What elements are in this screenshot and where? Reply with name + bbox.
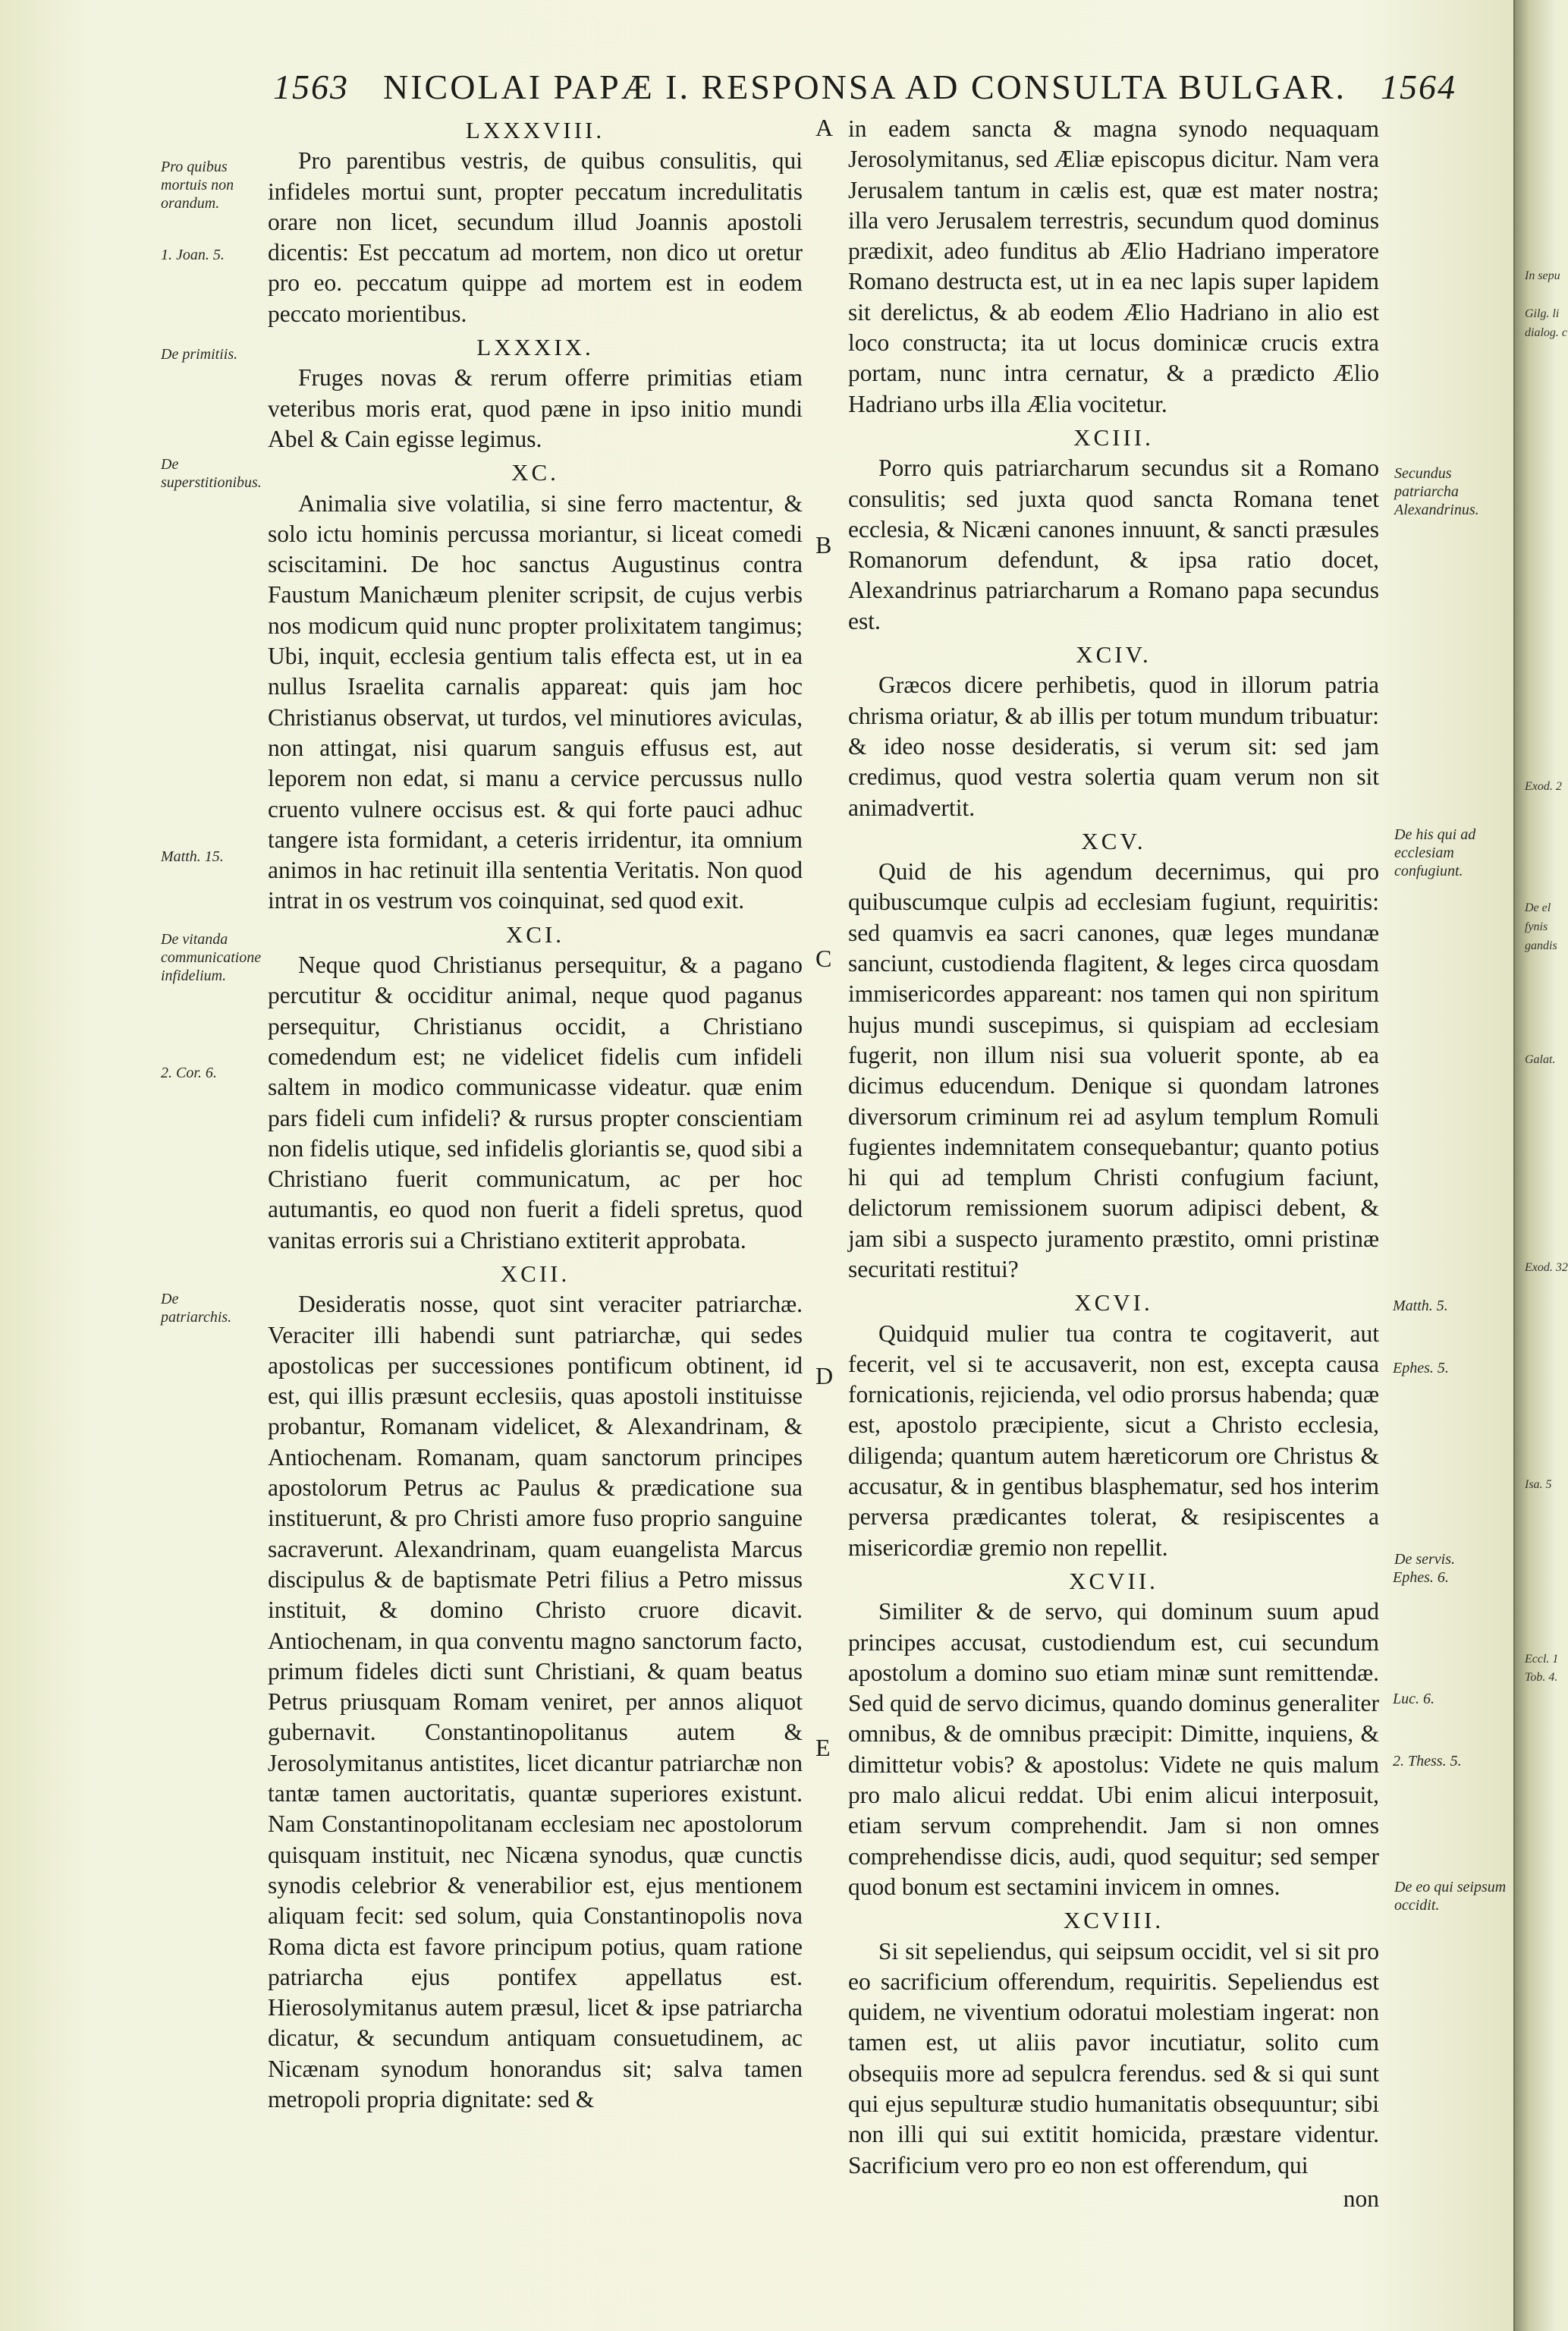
chapter-paragraph: Animalia sive volatilia, si sine ferro mactentur, & solo ictu hominis percussa moriantur, si liceat comedi sciscitamini. De hoc sanctus Augustinus contra Faustum Manichæum pleniter scripsit, de cujus verbis nos modicum quid nunc propter prolixitatem tangimus; Ubi, inquit, ecclesia gentium talis effecta est, ut in ea nullus Israelita carnalis appareat: quis jam hoc Christianus observat, ut turdos, vel minutiores aviculas, non attingat, nisi quarum sanguis effusus est, aut leporem non edat, si manu a cervice percussus nullo cruento vulnere occisus est. & qui forte pauci adhuc tangere ista formidant, a ceteris irridentur, ita omnium animos in hac retinuit illa sententia Veritatis. Non quod intrat in os vestrum vos coinquinat, sed quod exit. [268, 489, 803, 914]
chapter-paragraph: Si sit sepeliendus, qui seipsum occidit, vel si sit pro eo sacrificium offerendum, requiritis. Sepeliendus est quidem, ne viventium odoratui molestiam ingerat: non tamen est, ut aliis pavor incutiatur, solito cum obsequiis more ad sepulcra ferendus. sed & si qui sunt qui ejus sepulturæ studio humanitatis obsequuntur; sibi non illi qui sui extitit homicida, præstare videntur. Sacrificium vero pro eo non est offerendum, qui [848, 1937, 1379, 2178]
margin-note-de-superstitionibus: De superstitionibus. [161, 456, 262, 491]
margin-ref-matth15: Matth. 15. [161, 848, 224, 865]
chapter-paragraph: Fruges novas & rerum offerre primitias etiam veteribus moris erat, quod pæne in ipso initio mundi Abel & Cain egisse legimus. [268, 364, 803, 452]
section-letter-b: B [815, 531, 832, 558]
margin-ref-ephes5: Ephes. 5. [1393, 1360, 1449, 1376]
chapter-number: LXXXVIII. [465, 117, 605, 143]
adjacent-fragment: Isa. 5 [1525, 1478, 1552, 1491]
section-letter-e: E [815, 1734, 831, 1761]
running-title: NICOLAI PAPÆ I. RESPONSA AD CONSULTA BULGAR. [382, 68, 1347, 106]
adjacent-fragment: dialog. c [1525, 326, 1567, 339]
chapter-number: XCI. [505, 920, 565, 948]
chapter-number: XCVII. [1069, 1567, 1158, 1594]
margin-note-pro-quibus: Pro quibus mortuis non orandum. [161, 159, 234, 212]
margin-ref-luc6: Luc. 6. [1393, 1691, 1434, 1707]
adjacent-fragment: Galat. [1525, 1053, 1556, 1066]
chapter-number: XCIV. [1076, 641, 1152, 668]
chapter-paragraph: Pro parentibus vestris, de quibus consulitis, qui infideles mortui sunt, propter peccatum incredulitatis orare non licet, secundum illud Joannis apostoli dicentis: Est peccatum ad mortem, non dico ut oretur pro eo. peccatum quippe ad mortem est in eodem peccato morientibus. [268, 147, 803, 327]
chapter-number: XCV. [1081, 827, 1146, 854]
chapter-paragraph: Desideratis nosse, quot sint veraciter patriarchæ. Veraciter illi habendi sunt patriarchæ, qui sedes apostolicas per successiones pontificum obtinent, id est, qui illis præsunt ecclesiis, quas apostoli instituisse probantur, Romanam videlicet, & Alexandrinam, & Antiochenam. Romanam, quam sanctorum principes apostolorum Petrus ac Paulus & prædicatione sua instituerunt, & pro Christi amore fuso proprio sanguine sacraverunt. Alexandrinam, quam euangelista Marcus discipulus & de baptismate Petri filius a Petro missus instituit, & domino Christo cruore dicavit. Antiochenam, in qua conventu magno sanctorum facto, primum fideles dicti sunt Christiani, & quam beatus Petrus priusquam Romam veniret, per annos aliquot gubernavit. Constantinopolitanus autem & Jerosolymitanus antistites, licet dicantur patriarchæ non tantæ tamen auctoritatis, quantæ superiores existunt. Nam Constantinopolitanam ecclesiam nec apostolorum quisquam instituit, nec Nicæna synodus, quæ cunctis synodis celebrior & venerabilior est, ejus mentionem aliquam fecit: sed solum, quia Constantinopolis nova Roma dicta est favore principum potius, quam ratione patriarcha ejus pontifex appellatus est. Hierosolymitanus autem præsul, licet & ipse patriarcha dicatur, & secundum antiquam consuetudinem, ac Nicænam synodum honorandus sit; salva tamen metropoli propria dignitate: sed & [268, 1291, 803, 2112]
margin-note-de-patriarchis: De patriarchis. [161, 1291, 232, 1326]
adjacent-fragment: In sepu [1525, 269, 1560, 282]
chapter-number: XCVIII. [1063, 1907, 1164, 1934]
adjacent-fragment: Tob. 4. [1525, 1671, 1558, 1684]
adjacent-fragment: gandis [1525, 939, 1557, 952]
adjacent-fragment: Gilg. li [1525, 307, 1560, 320]
section-letter-a: A [815, 114, 834, 141]
margin-ref-thess5: 2. Thess. 5. [1393, 1753, 1462, 1769]
running-head [273, 67, 1456, 112]
margin-ref-matth5: Matth. 5. [1393, 1298, 1448, 1314]
chapter-paragraph: Similiter & de servo, qui dominum suum apud principes accusat, custodiendum est, cui secundum apostolum a domino suo etiam minæ sunt remittendæ. Sed quid de servo dicimus, quando dominus generaliter omnibus, & de omnibus præcipit: Dimitte, inquiens, & dimittetur vobis? & apostolus: Videte ne quis malum pro malo alicui reddat. Ubi enim alicui interposuit, etiam servum comprehendit. Jam si non omnes comprehendisse dicis, audi, quod sequitur; sed semper quod bonum est sectamini invicem in omnes. [848, 1598, 1379, 1900]
chapter-paragraph: Neque quod Christianus persequitur, & a pagano percutitur & occiditur animal, neque quod paganus persequitur, Christianus occidit, a Christiano comedendum est; ne videlicet fidelis cum infideli saltem in modico communicasse videatur. quæ enim pars fideli cum infideli? & rursus propter conscientiam non fidelis utique, sed infidelis gloriantis se, quod sibi a Christiano fuerit communicatum, ac per hoc autumantis, eo quod non fuerit a fideli spretus, quod vanitas erroris sui a Christiano extiterit approbata. [268, 952, 803, 1254]
margin-note-de-vitanda: De vitanda communicatione infidelium. [161, 931, 262, 984]
section-letter-c: C [815, 945, 832, 972]
adjacent-page-edge [1522, 0, 1568, 2331]
chapter-number: XCII. [500, 1260, 570, 1287]
continued-paragraph: in eadem sancta & magna synodo nequaquam Jerosolymitanus, sed Æliæ episcopus dicitur. Nam vera Jerusalem tantum in cælis est, quæ est mater nostra; illa vero Jerusalem terrestris, secundum quod dominus prædixit, adeo funditus ab Ælio Hadriano imperatore Romano destructa est, ut in ea nec lapis super lapidem sit derelictus, & ab eodem Ælio Hadriano in alio est loco constructa; ita ut locus dominicæ crucis extra portam, nunc intra cernatur, & a prædicto Ælio Hadriano urbs illa Ælia vocitetur. [848, 115, 1379, 417]
left-text-column [268, 114, 803, 2118]
margin-ref-cor6: 2. Cor. 6. [161, 1065, 217, 1081]
chapter-paragraph: Quidquid mulier tua contra te cogitaverit, aut fecerit, vel si te accusaverit, non est, excepta causa fornicationis, rejicienda, vel odio prorsus habenda; quæ est, apostolo præcipiente, sicut a Christo ecclesia, diligenda; quantum autem hæreticorum ore Christus & accusatur, & in gentibus blasphematur, sed hos interim perversa prædicantes tolerat, & resipiscentes a misericordiæ gremio non repellit. [848, 1320, 1379, 1561]
margin-ref-joan: 1. Joan. 5. [161, 247, 225, 263]
margin-note-de-servis: De servis. [1394, 1551, 1455, 1568]
adjacent-fragment: fynis [1525, 920, 1548, 933]
catchword: non [1343, 2185, 1379, 2212]
margin-note-de-his-qui: De his qui ad ecclesiam confugiunt. [1394, 826, 1476, 879]
chapter-number: LXXXIX. [476, 334, 594, 361]
chapter-number: XCIII. [1073, 423, 1154, 451]
margin-note-de-primitiis: De primitiis. [161, 346, 238, 363]
page-number-left: 1563 [273, 68, 349, 106]
page-number-right: 1564 [1381, 68, 1456, 106]
margin-note-secundus: Secundus patriarcha Alexandrinus. [1394, 465, 1479, 518]
section-letter-d: D [815, 1362, 834, 1389]
adjacent-fragment: Eccl. 1 [1525, 1653, 1559, 1666]
chapter-paragraph: Porro quis patriarcharum secundus sit a Romano consulitis; sed juxta quod sancta Romana tenet ecclesia, & Nicæni canones innuunt, & sancti præsules Romanorum defendunt, & ipsa ratio docet, Alexandrinus patriarcharum a Romano papa secundus est. [848, 455, 1379, 634]
adjacent-fragment: De el [1525, 901, 1551, 914]
adjacent-fragment: Exod. 2 [1525, 780, 1562, 793]
chapter-number: XC. [511, 459, 559, 486]
chapter-number: XCVI. [1074, 1289, 1153, 1316]
margin-ref-ephes6: Ephes. 6. [1393, 1569, 1449, 1586]
chapter-paragraph: Quid de his agendum decernimus, qui pro quibuscumque culpis ad ecclesiam fugiunt, requiritis: sed quamvis ea sacri canones, quæ leges mundanæ sanciunt, custodienda flagitent, & leges circa quosdam immisericordes appareant: nos tamen qui non spiritum hujus mundi suscepimus, si quispiam ad ecclesiam fugerit, non illum nisi sua voluerit sponte, ab ea dicimus educendum. Denique si quondam latrones diversorum criminum rei ad asylum templum Romuli fugientes indemnitatem consequebantur; quanto potius hi qui ad templum Christi confugium faciunt, delictorum remissionem suorum adipisci debent, & jam sibi a suspecto juramento præstito, omni pristinæ securitati restitui? [848, 858, 1379, 1282]
adjacent-fragment: Exod. 32 [1525, 1261, 1568, 1274]
chapter-paragraph: Græcos dicere perhibetis, quod in illorum patria chrisma oriatur, & ab illis per totum mundum tribuatur: & ideo nosse desideratis, si verum sit: sed jam credimus, quod vestra solertia quam verum non sit animadvertit. [848, 672, 1379, 821]
right-text-column [848, 114, 1379, 2214]
margin-note-de-eo-qui: De eo qui seipsum occidit. [1394, 1879, 1507, 1914]
